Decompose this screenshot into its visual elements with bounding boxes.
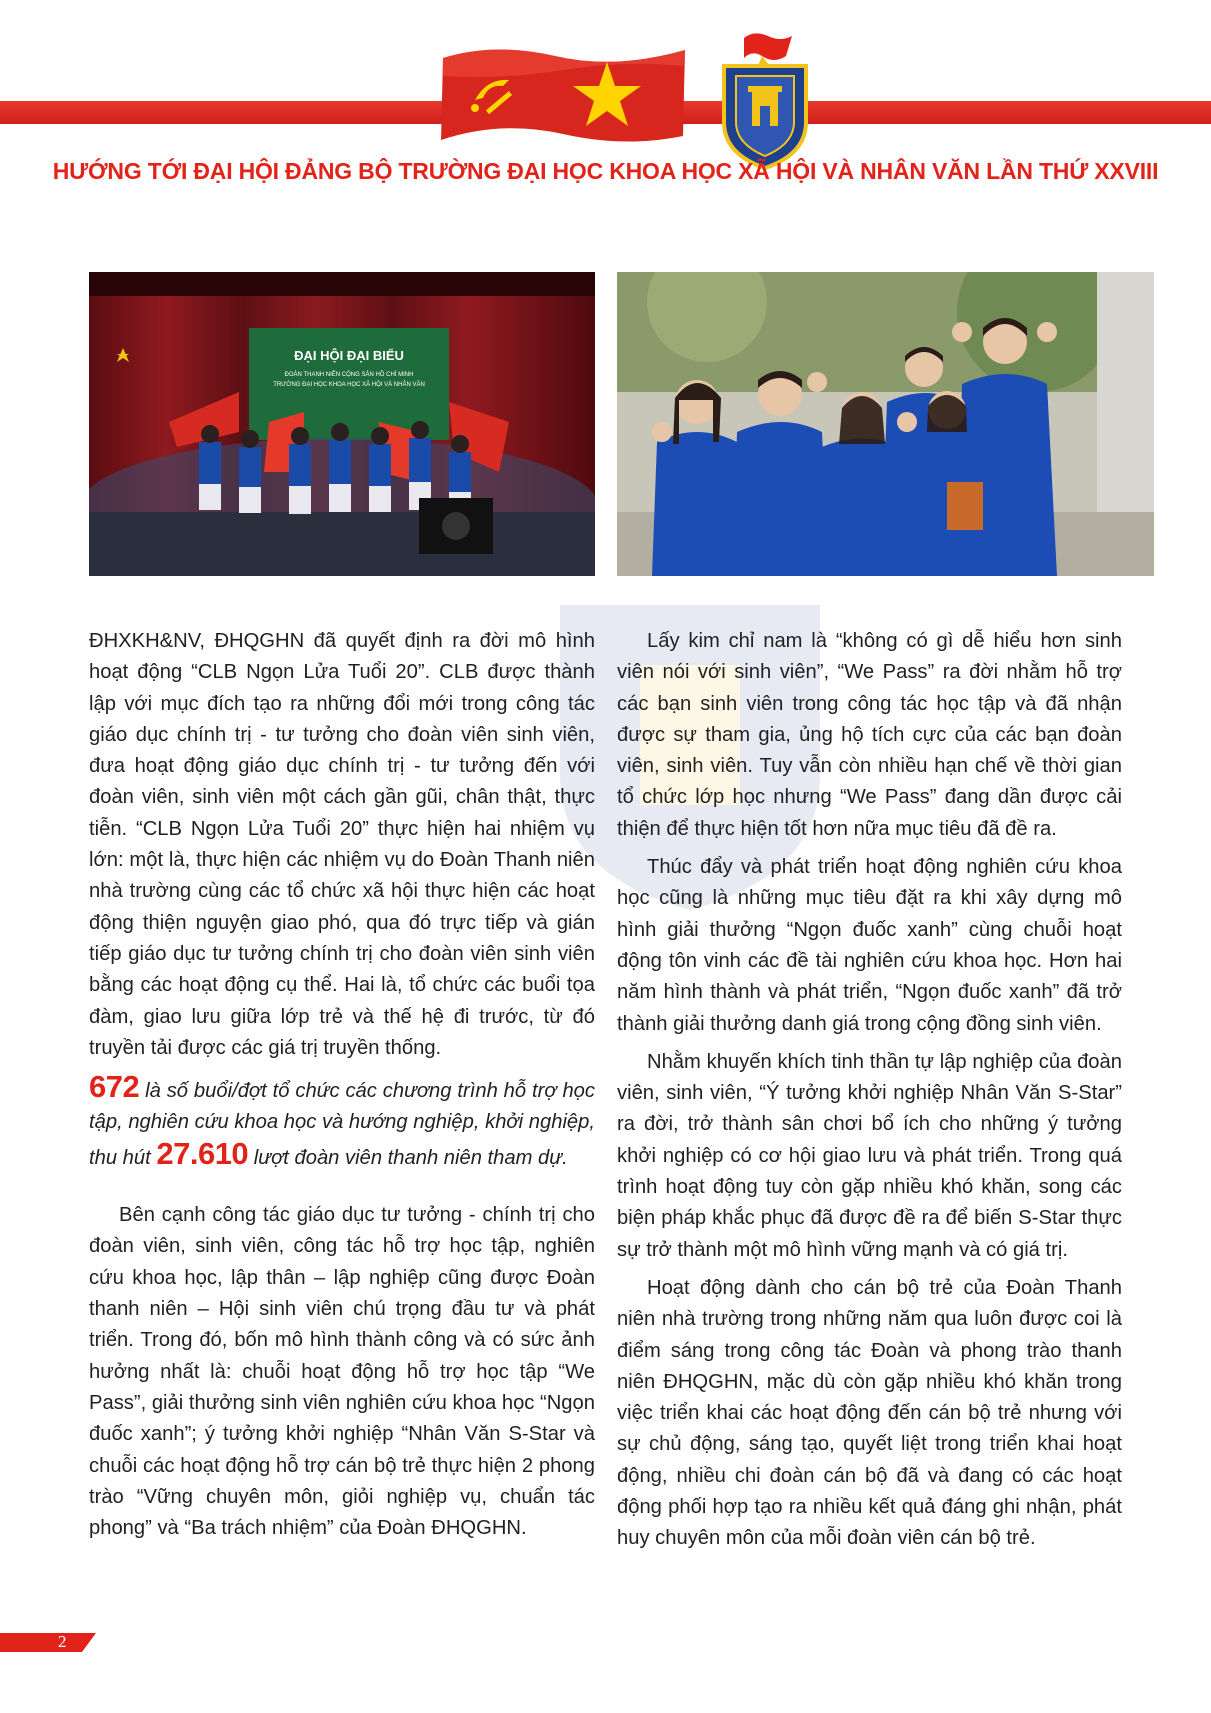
paragraph-ngon-lua: ĐHXKH&NV, ĐHQGHN đã quyết định ra đời mô hình hoạt động “CLB Ngọn Lửa Tuổi 20”. CLB được thành lập với mục đích tạo ra những đổi mới trong công tác giáo dục chính trị - tư tưởng cho đoàn viên sinh viên, đưa hoạt động giáo dục chính trị - tư tưởng đến với đoàn viên, sinh viên một cách gần gũi, chân thật, thực tiễn. “CLB Ngọn Lửa Tuổi 20” thực hiện hai nhiệm vụ lớn: một là, thực hiện các nhiệm vụ do Đoàn Thanh niên nhà trường cùng các tổ chức xã hội thực hiện các hoạt động thiện nguyện giao phó, qua đó trực tiếp và gián tiếp giáo dục tư tưởng chính trị cho đoàn viên sinh viên bằng các hoạt động cụ thể. Hai là, tổ chức các buổi tọa đàm, giao lưu giữa lớp trẻ và thế hệ đi trước, từ đó truyền tải được các giá trị truyền thống. — [89, 630, 595, 1059]
banner-subtitle-2: TRƯỜNG ĐẠI HỌC KHOA HỌC XÃ HỘI VÀ NHÂN VĂN — [273, 382, 425, 388]
paragraph-support-models: Bên cạnh công tác giáo dục tư tưởng - chính trị cho đoàn viên, sinh viên, công tác hỗ trợ học tập, nghiên cứu khoa học, lập thân – lập nghiệp cũng được Đoàn thanh niên – Hội sinh viên chú trọng đầu tư và phát triển. Trong đó, bốn mô hình thành công và có sức ảnh hưởng nhất là: chuỗi hoạt động hỗ trợ học tập “We Pass”, giải thưởng sinh viên nghiên cứu khoa học “Ngọn đuốc xanh”; ý tưởng khởi nghiệp “Nhân Văn S-Star và chuỗi các hoạt động hỗ trợ cán bộ trẻ thực hiện 2 phong trào “Vững chuyên môn, giỏi nghiệp vụ, chuẩn tác phong” và “Ba trách nhiệm” của Đoàn ĐHQGHN. — [89, 1204, 595, 1540]
stat-participants-number: 27.610 — [156, 1136, 249, 1172]
right-column — [617, 626, 1122, 1562]
banner-title: ĐẠI HỘI ĐẠI BIỂU — [294, 348, 404, 363]
banner-subtitle-1: ĐOÀN THANH NIÊN CỘNG SẢN HỒ CHÍ MINH — [284, 372, 414, 378]
stat-text-2: lượt đoàn viên thanh niên tham dự. — [248, 1147, 568, 1170]
paragraph-young-cadres: Hoạt động dành cho cán bộ trẻ của Đoàn Thanh niên nhà trường trong những năm qua luôn được coi là điểm sáng trong công tác Đoàn và phong trào thanh niên ĐHQGHN, mặc dù còn gặp nhiều khó khăn trong việc triển khai các hoạt động đến cán bộ trẻ nhưng với sự chủ động, sáng tạo, quyết liệt trong triển khai hoạt động, nhiều chi đoàn cán bộ đã và đang có các hoạt động phối hợp tạo ra nhiều kết quả đáng ghi nhận, phát huy chuyên môn của mỗi đoàn viên cán bộ trẻ. — [617, 1276, 1122, 1550]
stat-sessions-number: 672 — [89, 1069, 140, 1105]
stage-performance-photo — [89, 272, 595, 576]
stats-callout — [89, 1071, 595, 1174]
page-number: 2 — [58, 1632, 67, 1651]
footer-page-bar — [0, 1633, 96, 1652]
students-group-photo — [617, 272, 1154, 576]
paragraph-ngon-duoc-xanh: Thúc đẩy và phát triển hoạt động nghiên cứu khoa học cũng là những mục tiêu đặt ra khi xây dựng mô hình giải thưởng “Ngọn đuốc xanh” cùng chuỗi hoạt động tôn vinh các đề tài nghiên cứu khoa học. Hơn hai năm hình thành và phát triển, “Ngọn đuốc xanh” đã trở thành giải thưởng danh giá trong cộng đồng sinh viên. — [617, 856, 1122, 1035]
university-emblem-icon — [714, 30, 816, 172]
page-title: HƯỚNG TỚI ĐẠI HỘI ĐẢNG BỘ TRƯỜNG ĐẠI HỌC KHOA HỌC XÃ HỘI VÀ NHÂN VĂN LẦN THỨ XXVIII — [52, 158, 1159, 184]
paragraph-we-pass: Lấy kim chỉ nam là “không có gì dễ hiểu hơn sinh viên nói với sinh viên”, “We Pass” ra đời nhằm hỗ trợ các bạn sinh viên trong công tác học tập và đã nhận được sự tham gia, ủng hộ tích cực của các bạn đoàn viên, sinh viên. Tuy vẫn còn nhiều hạn chế về thời gian tổ chức lớp học nhưng “We Pass” đang dần được cải thiện để thực hiện tốt hơn nữa mục tiêu đã đề ra. — [617, 630, 1122, 840]
paragraph-s-star: Nhằm khuyến khích tinh thần tự lập nghiệp của đoàn viên, sinh viên, “Ý tưởng khởi nghiệp Nhân Văn S-Star” ra đời, trở thành sân chơi bổ ích cho những ý tưởng khởi nghiệp có cơ hội giao lưu và phát triển. Trong quá trình hoạt động tuy còn gặp nhiều khó khăn, song các biện pháp khắc phục đã được đề ra để biến S-Star thực sự trở thành một mô hình vững mạnh và có giá trị. — [617, 1050, 1122, 1261]
flag-icon — [435, 36, 690, 154]
stat-text-1: là số buổi/đợt tổ chức các chương trình hỗ trợ học tập, nghiên cứu khoa học và hướng nghiệp, khởi nghiệp, thu hút — [89, 1080, 595, 1170]
left-column — [89, 626, 595, 1551]
